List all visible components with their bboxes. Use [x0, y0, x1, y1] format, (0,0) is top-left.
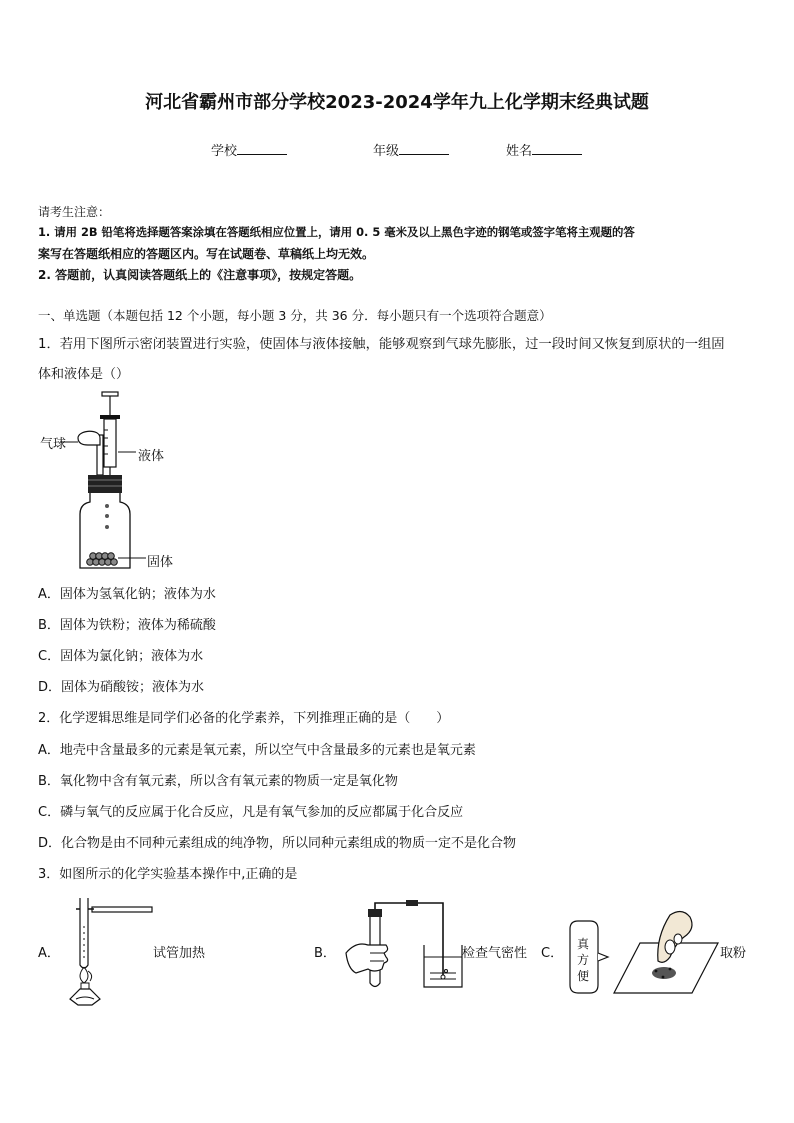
q3-option-c-letter[interactable]: C．	[541, 946, 564, 961]
q3-option-c-text: 取粉	[720, 946, 747, 961]
balloon-label: 气球	[40, 437, 67, 452]
name-blank	[532, 142, 582, 155]
notice-line-2: 案写在答题纸相应的答题区内。写在试题卷、草稿纸上均无效。	[38, 247, 375, 261]
grade-label: 年级	[373, 144, 400, 159]
solid-label: 固体	[147, 555, 174, 570]
q1-option-d[interactable]: D．固体为硝酸铵；液体为水	[38, 680, 205, 695]
q2-option-c[interactable]: C．磷与氧气的反应属于化合反应，凡是有氧气参加的反应都属于化合反应	[38, 805, 464, 820]
school-blank	[237, 142, 287, 155]
grade-blank	[399, 142, 449, 155]
q1-stem-line-1: 1．若用下图所示密闭装置进行实验，使固体与液体接触，能够观察到气球先膨胀，过一段时间又恢复到原状的一组固	[38, 337, 725, 352]
card-text: 真方便	[577, 937, 590, 983]
school-field	[211, 140, 287, 159]
q2-option-b[interactable]: B．氧化物中含有氧元素，所以含有氧元素的物质一定是氧化物	[38, 774, 398, 789]
q1-option-c[interactable]: C．固体为氯化钠；液体为水	[38, 649, 204, 664]
notice-heading: 请考生注意：	[38, 205, 111, 219]
test-tube-heating-figure	[62, 895, 157, 1010]
q3-option-b-text: 检查气密性	[462, 946, 528, 961]
q2-option-d[interactable]: D．化合物是由不同种元素组成的纯净物，所以同种元素组成的物质一定不是化合物	[38, 836, 517, 851]
liquid-label: 液体	[138, 449, 165, 464]
q3-stem: 3．如图所示的化学实验基本操作中,正确的是	[38, 867, 298, 882]
notice-line-3: 2. 答题前，认真阅读答题纸上的《注意事项》，按规定答题。	[38, 268, 362, 282]
q3-option-a-text: 试管加热	[153, 946, 206, 961]
notice-line-1: 1. 请用 2B 铅笔将选择题答案涂填在答题纸相应位置上，请用 0. 5 毫米及以上黑色字迹的钢笔或签字笔将主观题的答	[38, 225, 635, 239]
q3-option-b-letter[interactable]: B．	[314, 946, 336, 961]
q1-option-b[interactable]: B．固体为铁粉；液体为稀硫酸	[38, 618, 216, 633]
q3-option-a-letter[interactable]: A．	[38, 946, 60, 961]
airtightness-check-figure	[338, 895, 468, 995]
q2-stem: 2．化学逻辑思维是同学们必备的化学素养，下列推理正确的是（ ）	[38, 711, 450, 726]
grade-field	[373, 140, 449, 159]
page-title: 河北省霸州市部分学校2023-2024学年九上化学期末经典试题	[145, 92, 649, 113]
school-label: 学校	[211, 144, 238, 159]
q2-option-a[interactable]: A．地壳中含量最多的元素是氧元素，所以空气中含量最多的元素也是氧元素	[38, 743, 476, 758]
name-label: 姓名	[506, 144, 533, 159]
q1-stem-line-2: 体和液体是（）	[38, 367, 130, 382]
section-heading: 一、单选题（本题包括 12 个小题，每小题 3 分，共 36 分．每小题只有一个选项符合题意）	[38, 308, 552, 323]
q1-apparatus-figure	[38, 390, 198, 575]
name-field	[506, 140, 582, 159]
q1-option-a[interactable]: A．固体为氢氧化钠；液体为水	[38, 587, 216, 602]
